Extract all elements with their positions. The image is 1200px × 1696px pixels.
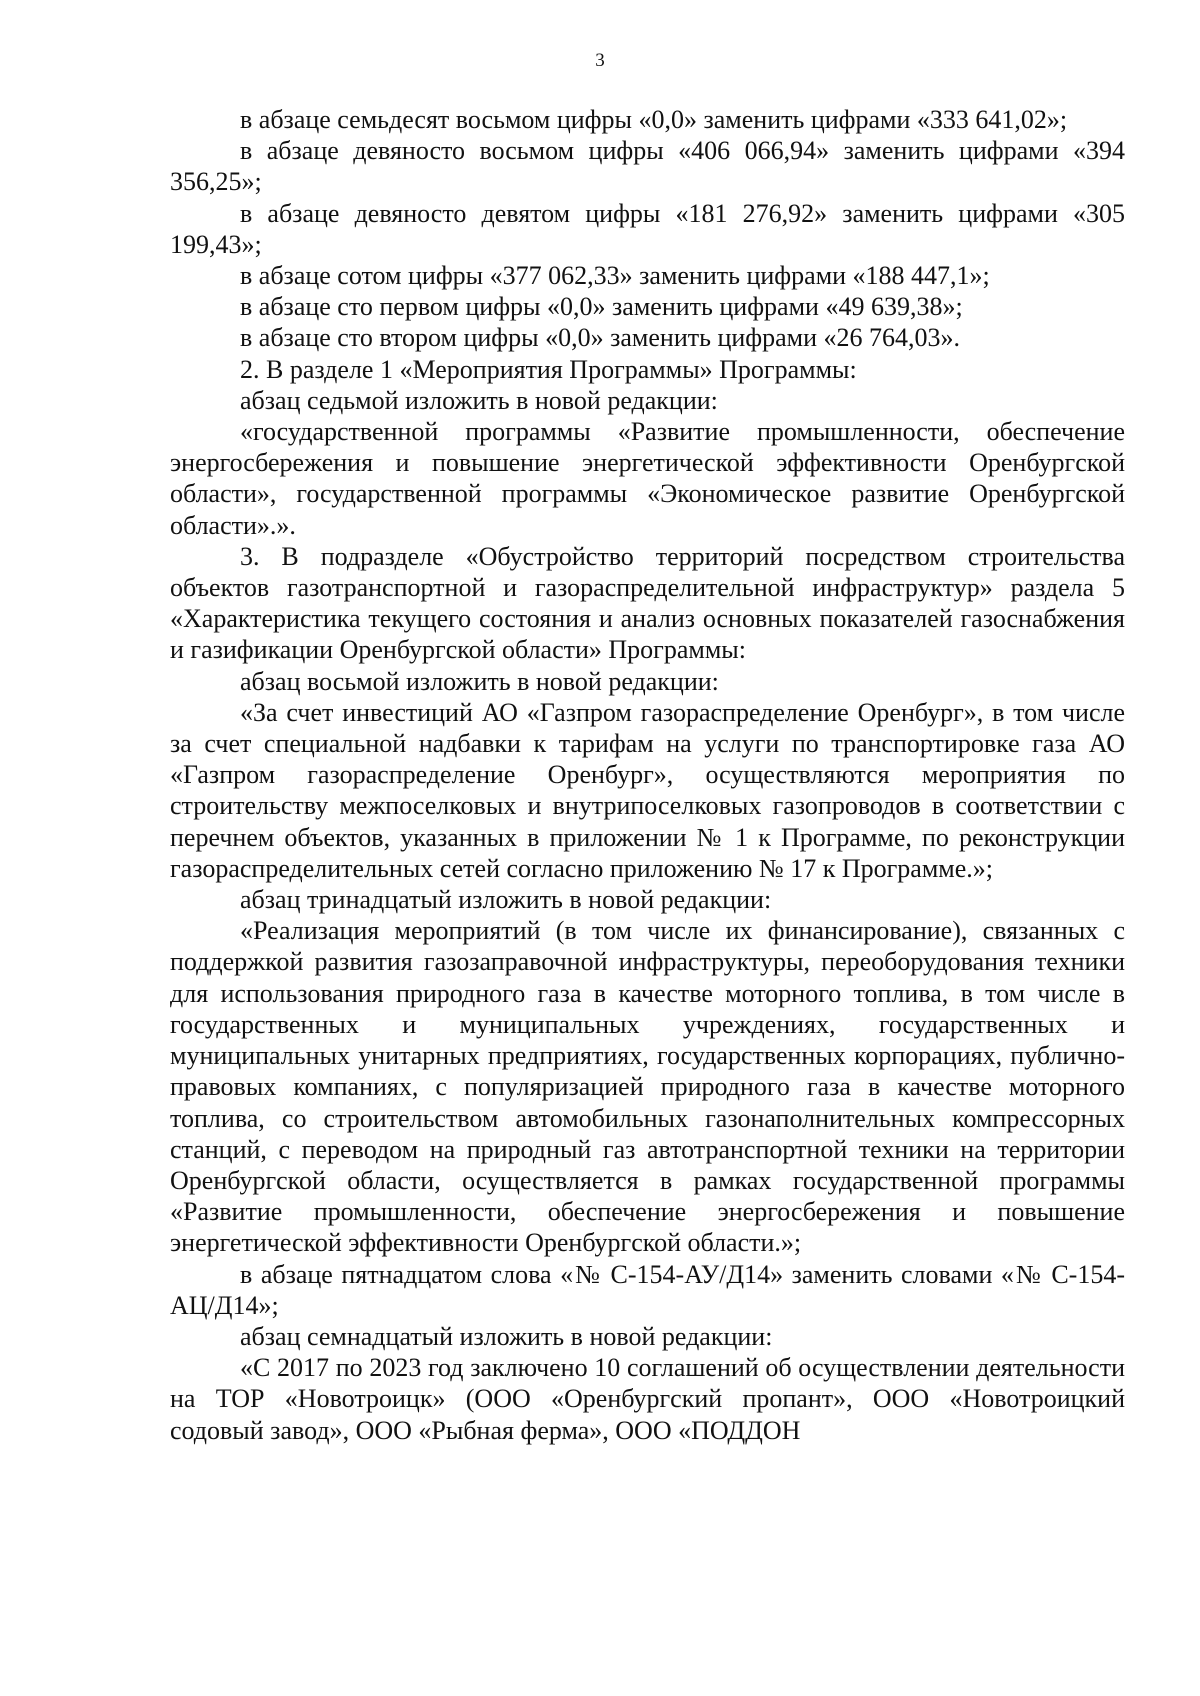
paragraph-11: абзац восьмой изложить в новой редакции: xyxy=(240,666,719,696)
document-body xyxy=(170,104,1125,1446)
paragraph-15: в абзаце пятнадцатом слова «№ С-154-АУ/Д14» заменить словами «№ С-154-АЦ/Д14»; xyxy=(170,1259,1125,1320)
paragraph-4: в абзаце сотом цифры «377 062,33» заменить цифрами «188 447,1»; xyxy=(240,261,990,291)
paragraph-2: в абзаце девяносто восьмом цифры «406 066,94» заменить цифрами «394 356,25»; xyxy=(170,136,1125,197)
paragraph-16: абзац семнадцатый изложить в новой редакции: xyxy=(240,1321,773,1351)
paragraph-5: в абзаце сто первом цифры «0,0» заменить цифрами «49 639,38»; xyxy=(240,292,963,322)
paragraph-10: 3. В подразделе «Обустройство территорий посредством строительства объектов газотранспортной и газораспределительной инфраструктур» раздела 5 «Характеристика текущего состояния и анализ основных показателей газоснабжения и газификации Оренбургской области» Программы: xyxy=(170,541,1125,665)
page-number: 3 xyxy=(595,50,605,71)
paragraph-6: в абзаце сто втором цифры «0,0» заменить цифрами «26 764,03». xyxy=(240,323,961,353)
paragraph-17: «С 2017 по 2023 год заключено 10 соглашений об осуществлении деятельности на ТОР «Новотроицк» (ООО «Оренбургский пропант», ООО «Новотроицкий содовый завод», ООО «Рыбная ферма», ООО «ПОДДОН xyxy=(170,1353,1125,1445)
paragraph-8: абзац седьмой изложить в новой редакции: xyxy=(240,385,718,415)
paragraph-14: «Реализация мероприятий (в том числе их финансирование), связанных с поддержкой развития газозаправочной инфраструктуры, переоборудования техники для использования природного газа в качестве моторного топлива, в том числе в государственных и муниципальных учреждениях, государственных и муниципальных унитарных предприятиях, государственных корпорациях, публично-правовых компаниях, с популяризацией природного газа в качестве моторного топлива, со строительством автомобильных газонаполнительных компрессорных станций, с переводом на природный газ автотранспортной техники на территории Оренбургской области, осуществляется в рамках государственной программы «Развитие промышленности, обеспечение энергосбережения и повышение энергетической эффективности Оренбургской области.»; xyxy=(170,916,1125,1258)
paragraph-13: абзац тринадцатый изложить в новой редакции: xyxy=(240,885,772,915)
paragraph-9: «государственной программы «Развитие промышленности, обеспечение энергосбережения и повышение энергетической эффективности Оренбургской области», государственной программы «Экономическое развитие Оренбургской области».». xyxy=(170,417,1125,540)
paragraph-3: в абзаце девяносто девятом цифры «181 276,92» заменить цифрами «305 199,43»; xyxy=(170,198,1125,259)
paragraph-12: «За счет инвестиций АО «Газпром газораспределение Оренбург», в том числе за счет специальной надбавки к тарифам на услуги по транспортировке газа АО «Газпром газораспределение Оренбург», осуществляются мероприятия по строительству межпоселковых и внутрипоселковых газопроводов в соответствии с перечнем объектов, указанных в приложении № 1 к Программе, по реконструкции газораспределительных сетей согласно приложению № 17 к Программе.»; xyxy=(170,697,1125,883)
paragraph-1: в абзаце семьдесят восьмом цифры «0,0» заменить цифрами «333 641,02»; xyxy=(240,105,1068,134)
paragraph-7: 2. В разделе 1 «Мероприятия Программы» Программы: xyxy=(240,354,857,384)
